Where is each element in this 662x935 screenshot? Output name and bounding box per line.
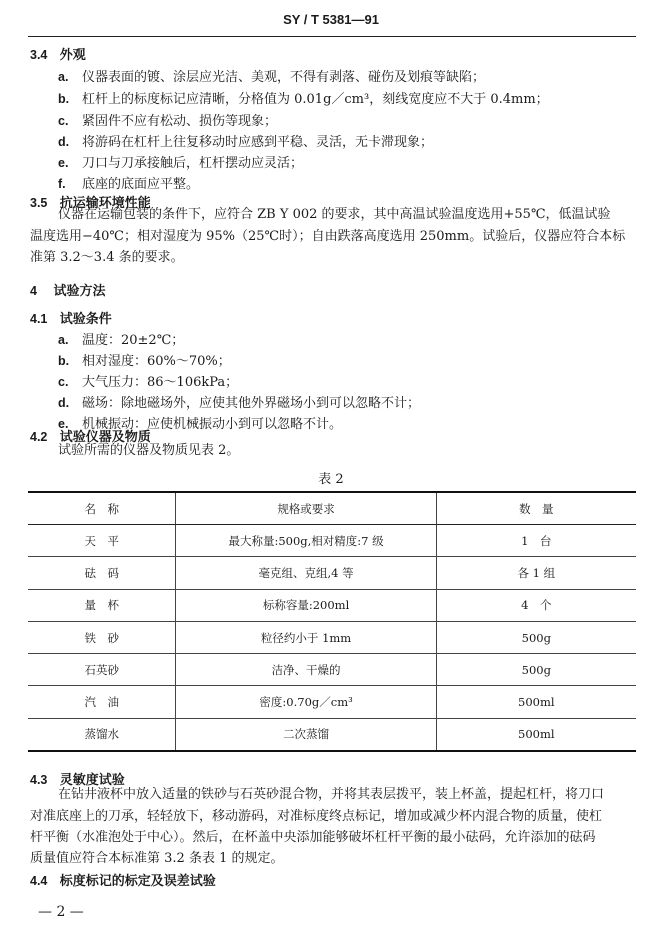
section-title: 试验方法 (53, 284, 106, 299)
table-cell: 毫克组、克组,4 等 (176, 557, 436, 589)
table-cell: 标称容量:200ml (176, 589, 436, 621)
list-item: b. 杠杆上的标度标记应清晰，分格值为 0.01g／cm³，刻线宽度应不大于 0.4mm； (58, 92, 549, 107)
section-number: 4.2 (30, 430, 48, 444)
list-item: c. 大气压力：86～106kPa； (58, 375, 239, 390)
table-row (28, 525, 636, 557)
table-cell: 量 杯 (28, 589, 176, 621)
section-title: 灵敏度试验 (59, 773, 125, 788)
section-title: 外观 (59, 48, 86, 63)
table-row (28, 621, 636, 653)
list-item: d. 将游码在杠杆上往复移动时应感到平稳、灵活，无卡滞现象； (58, 135, 434, 150)
list-item: a. 温度：20±2℃； (58, 333, 185, 348)
header-rule (28, 36, 636, 37)
section-number: 4.3 (30, 773, 48, 787)
table-header-row (28, 492, 636, 525)
paragraph-line: 质量值应符合本标准第 3.2 条表 1 的规定。 (30, 851, 284, 866)
table-cell: 各 1 组 (436, 557, 636, 589)
section-3-4-heading (30, 44, 86, 63)
table-cell: 蒸馏水 (28, 718, 176, 751)
table-cell: 500ml (436, 718, 636, 751)
column-header: 规格或要求 (176, 492, 436, 525)
spec-table (28, 491, 636, 752)
table-row (28, 718, 636, 751)
section-title: 试验仪器及物质 (59, 430, 151, 445)
column-header: 数 量 (436, 492, 636, 525)
table-row (28, 589, 636, 621)
table-cell: 最大称量:500g,相对精度:7 级 (176, 525, 436, 557)
paragraph-line: 在钻井液杯中放入适量的铁砂与石英砂混合物，并将其表层拨平，装上杯盖，提起杠杆，将刀口 (58, 787, 605, 802)
list-item: d. 磁场：除地磁场外，应使其他外界磁场小到可以忽略不计； (58, 396, 421, 411)
table-cell: 汽 油 (28, 686, 176, 718)
table-cell: 粒径约小于 1mm (176, 621, 436, 653)
section-number: 3.4 (30, 48, 48, 62)
table-cell: 二次蒸馏 (176, 718, 436, 751)
table-cell: 500g (436, 621, 636, 653)
table-cell: 4 个 (436, 589, 636, 621)
table-row (28, 654, 636, 686)
section-4-4-heading (30, 870, 216, 889)
paragraph-line: 对准底座上的刀承，轻轻放下，移动游码，对准标度终点标记，增加或减少杯内混合物的质量，使杠 (30, 809, 603, 824)
table-cell: 1 台 (436, 525, 636, 557)
table-row (28, 686, 636, 718)
page-header: SY / T 5381—91 (283, 12, 379, 27)
table-cell: 铁 砂 (28, 621, 176, 653)
table-cell: 密度:0.70g／cm³ (176, 686, 436, 718)
section-4-1-heading (30, 308, 112, 327)
page-number: — 2 — (38, 904, 84, 920)
table-row (28, 557, 636, 589)
paragraph-line: 杆平衡（水准泡处于中心）。然后，在杯盖中央添加能够破坏杠杆平衡的最小砝码，允许添加的砝码 (30, 830, 596, 845)
section-4-heading (30, 280, 106, 299)
list-item: e. 刀口与刀承接触后，杠杆摆动应灵活； (58, 156, 304, 171)
section-number: 4.4 (30, 874, 48, 888)
table-cell: 天 平 (28, 525, 176, 557)
paragraph-line: 准第 3.2～3.4 条的要求。 (30, 250, 184, 265)
table-caption: 表 2 (318, 472, 344, 487)
section-title: 抗运输环境性能 (59, 196, 151, 211)
section-number: 4.1 (30, 312, 48, 326)
table-cell: 500g (436, 654, 636, 686)
section-title: 标度标记的标定及误差试验 (59, 874, 216, 889)
table-cell: 500ml (436, 686, 636, 718)
list-item: f. 底座的底面应平整。 (58, 177, 200, 192)
list-item: a. 仪器表面的镀、涂层应光洁、美观，不得有剥落、碰伤及划痕等缺陷； (58, 70, 486, 85)
column-header: 名 称 (28, 492, 176, 525)
table-cell: 砝 码 (28, 557, 176, 589)
list-item: b. 相对湿度：60%～70%； (58, 354, 231, 369)
paragraph-line: 仪器在运输包装的条件下，应符合 ZB Y 002 的要求，其中高温试验温度选用+55℃，低温试验 (58, 207, 611, 222)
list-item: e. 机械振动：应使机械振动小到可以忽略不计。 (58, 417, 343, 432)
table-cell: 洁净、干燥的 (176, 654, 436, 686)
paragraph-line: 温度选用−40℃；相对湿度为 95%（25℃时）；自由跌落高度选用 250mm。试验后，仪器应符合本标 (30, 229, 626, 244)
table-cell: 石英砂 (28, 654, 176, 686)
list-item: c. 紧固件不应有松动、损伤等现象； (58, 114, 278, 129)
section-title: 试验条件 (59, 312, 112, 327)
section-number: 4 (30, 284, 37, 298)
paragraph-line: 试验所需的仪器及物质见表 2。 (58, 443, 240, 458)
section-number: 3.5 (30, 196, 48, 210)
